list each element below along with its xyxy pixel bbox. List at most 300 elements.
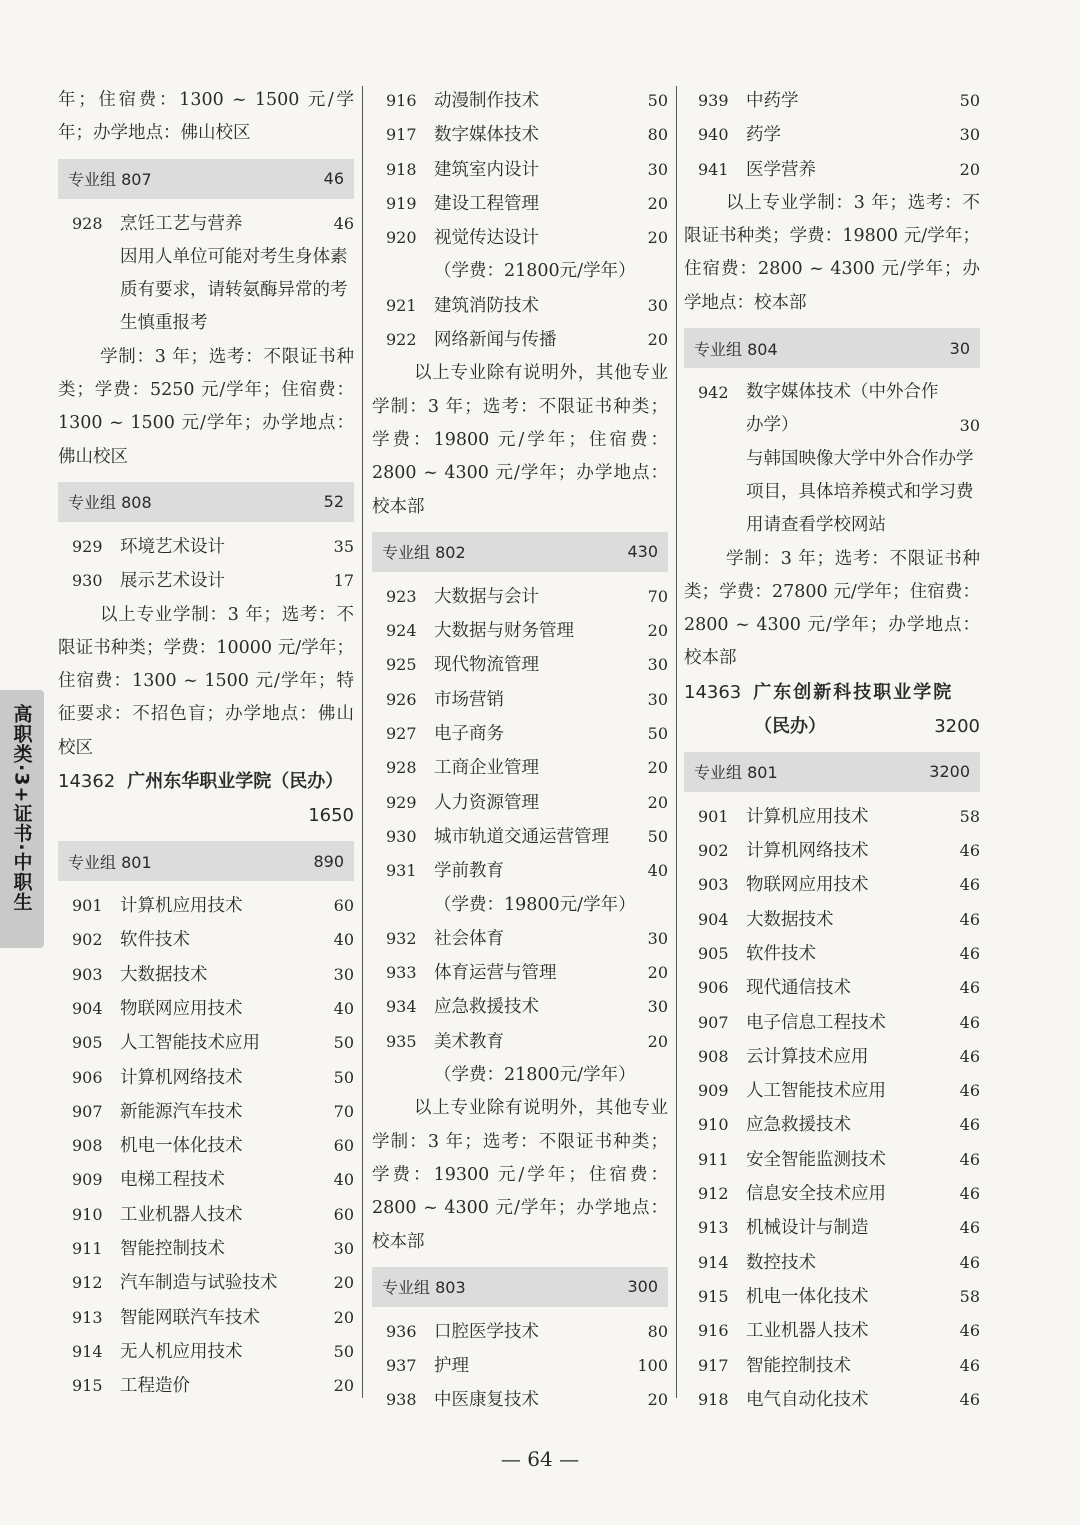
program-name: 电梯工程技术: [120, 1170, 225, 1191]
program-item: [684, 1246, 980, 1280]
program-item: [372, 323, 668, 357]
program-list: [58, 889, 354, 1403]
program-code: 928: [386, 758, 417, 778]
group-label: 专业组 801: [68, 852, 152, 872]
program-item: [58, 1061, 354, 1095]
program-name: 药学: [746, 125, 781, 146]
group-count: 430: [627, 542, 658, 562]
school-quota: 1650: [308, 805, 354, 827]
program-name: 医学营养: [746, 159, 816, 180]
school-quota: 3200: [934, 715, 980, 737]
school-title: [684, 676, 980, 710]
program-name: 学前教育: [434, 861, 504, 882]
program-name: 物联网应用技术: [746, 875, 869, 896]
program-quota: 20: [647, 792, 668, 812]
program-quota: 40: [333, 998, 354, 1018]
group-label: 专业组 804: [694, 339, 778, 359]
group-count: 52: [323, 492, 344, 512]
program-quota: 17: [333, 571, 354, 591]
program-item: [684, 1314, 980, 1348]
program-code: 912: [698, 1184, 729, 1204]
program-name: 计算机网络技术: [746, 841, 869, 862]
program-item: [58, 1369, 354, 1403]
program-name: 建设工程管理: [434, 193, 539, 214]
program-item: [58, 1301, 354, 1335]
program-quota: 35: [333, 536, 354, 556]
program-item: [372, 118, 668, 152]
program-item: [684, 84, 980, 118]
column-divider: [362, 86, 363, 1398]
program-quota: 100: [637, 1356, 668, 1376]
program-code: 912: [72, 1273, 103, 1293]
paragraph: 学制：3 年；选考：不限证书种类；学费：27800 元/学年；住宿费：2800 ~ 4300 元/学年；办学地点：校本部: [684, 548, 980, 669]
program-item: [372, 786, 668, 820]
program-code: 908: [72, 1136, 103, 1156]
program-quota: 30: [647, 997, 668, 1017]
program-quota: 20: [647, 330, 668, 350]
program-list: [58, 207, 354, 241]
program-quota: 30: [333, 1239, 354, 1259]
program-item: [372, 153, 668, 187]
program-quota: 46: [959, 1012, 980, 1032]
program-quota: 80: [647, 1321, 668, 1341]
program-name: 中医康复技术: [434, 1390, 539, 1411]
program-quota: 46: [333, 213, 354, 233]
group-count: 300: [627, 1277, 658, 1297]
program-list: [684, 84, 980, 187]
program-code: 921: [386, 295, 417, 315]
program-code: 937: [386, 1356, 417, 1376]
program-code: 933: [386, 963, 417, 983]
paragraph: 以上专业学制：3 年；选考：不限证书种类；学费：19800 元/学年；住宿费：2800 ~ 4300 元/学年；办学地点：校本部: [684, 192, 980, 313]
program-item: [58, 1198, 354, 1232]
program-item: [372, 1383, 668, 1417]
paragraph: 年；住宿费：1300 ~ 1500 元/学年；办学地点：佛山校区: [58, 90, 354, 144]
program-quota: 46: [959, 978, 980, 998]
program-item: [58, 992, 354, 1026]
program-quota: 46: [959, 1115, 980, 1135]
program-quota: 20: [647, 193, 668, 213]
program-name: 计算机网络技术: [120, 1067, 243, 1088]
program-quota: 30: [647, 655, 668, 675]
program-name: 机械设计与制造: [746, 1218, 869, 1239]
program-code: 913: [698, 1218, 729, 1238]
program-list: [372, 580, 668, 889]
program-code: 907: [698, 1012, 729, 1032]
program-name: 软件技术: [120, 930, 190, 951]
program-name: 工业机器人技术: [120, 1204, 243, 1225]
program-name: 人工智能技术应用: [746, 1081, 886, 1102]
program-quota: 46: [959, 1046, 980, 1066]
program-item: [372, 614, 668, 648]
program-code: 916: [698, 1321, 729, 1341]
program-quota: 40: [333, 1170, 354, 1190]
program-code: 938: [386, 1390, 417, 1410]
paragraph: 以上专业除有说明外，其他专业学制：3 年；选考：不限证书种类；学费：19300 元/学年；住宿费：2800 ~ 4300 元/学年；办学地点：校本部: [372, 1098, 668, 1252]
program-item: [58, 1095, 354, 1129]
program-quota: 20: [333, 1273, 354, 1293]
group-header-801: [684, 752, 980, 792]
program-note: 与韩国映像大学中外合作办学项目，具体培养模式和学习费用请查看学校网站: [746, 448, 974, 536]
program-name: 动漫制作技术: [434, 91, 539, 111]
program-name: 大数据技术: [120, 964, 208, 985]
program-item: [372, 1025, 668, 1059]
program-item: [372, 717, 668, 751]
program-name: 智能网联汽车技术: [120, 1307, 260, 1328]
program-item: [684, 1349, 980, 1383]
program-item: [684, 118, 980, 152]
program-item: [684, 1040, 980, 1074]
program-name: 环境艺术设计: [120, 536, 225, 557]
program-name: 应急救援技术: [746, 1115, 851, 1136]
program-quota: 20: [647, 1390, 668, 1410]
program-name: 网络新闻与传播: [434, 330, 557, 351]
program-name: 应急救援技术: [434, 997, 539, 1018]
program-list: [372, 922, 668, 1059]
program-item: [58, 1163, 354, 1197]
program-name: 工业机器人技术: [746, 1321, 869, 1342]
program-item: [684, 1006, 980, 1040]
program-code: 935: [386, 1031, 417, 1051]
program-item: [684, 1177, 980, 1211]
program-item: [372, 648, 668, 682]
program-code: 907: [72, 1101, 103, 1121]
program-quota: 60: [333, 1204, 354, 1224]
program-code: 905: [698, 943, 729, 963]
program-quota: 20: [647, 963, 668, 983]
program-list: [372, 1315, 668, 1418]
program-name: 电气自动化技术: [746, 1389, 869, 1410]
program-name: 社会体育: [434, 928, 504, 949]
program-quota: 46: [959, 1218, 980, 1238]
program-name: 人力资源管理: [434, 792, 539, 813]
program-code: 911: [698, 1149, 729, 1169]
program-item: [684, 971, 980, 1005]
program-name: 建筑消防技术: [434, 295, 539, 316]
school-title: [58, 765, 354, 799]
program-item: [684, 1108, 980, 1142]
program-item: [58, 1129, 354, 1163]
group-header-802: [372, 532, 668, 572]
program-quota: 50: [333, 1067, 354, 1087]
program-quota: 20: [333, 1307, 354, 1327]
program-item: [372, 751, 668, 785]
program-item: [684, 937, 980, 971]
school-quota-line: [684, 710, 980, 744]
program-code: 929: [386, 792, 417, 812]
program-name: 数字媒体技术（中外合作办学）: [746, 382, 939, 436]
program-item: [684, 1143, 980, 1177]
program-item: [684, 153, 980, 187]
program-item: [58, 923, 354, 957]
program-quota: 46: [959, 1081, 980, 1101]
program-code: 904: [72, 998, 103, 1018]
program-quota: 30: [647, 928, 668, 948]
program-name: 电子信息工程技术: [746, 1012, 886, 1033]
program-item: [684, 1211, 980, 1245]
program-name: 烹饪工艺与营养: [120, 213, 243, 234]
program-name: 无人机应用技术: [120, 1341, 243, 1362]
program-item: [372, 990, 668, 1024]
program-quota: 46: [959, 1252, 980, 1272]
program-code: 903: [72, 964, 103, 984]
program-name: 新能源汽车技术: [120, 1101, 243, 1122]
program-item: [372, 580, 668, 614]
program-name: 人工智能技术应用: [120, 1033, 260, 1054]
group-label: 专业组 808: [68, 493, 152, 513]
program-name: 现代通信技术: [746, 978, 851, 999]
program-quota: 46: [959, 875, 980, 895]
program-quota: 46: [959, 909, 980, 929]
program-code: 909: [72, 1170, 103, 1190]
program-item: [372, 1349, 668, 1383]
program-name: 工商企业管理: [434, 758, 539, 779]
program-item: [684, 1280, 980, 1314]
program-item: [372, 289, 668, 323]
group-header-807: [58, 159, 354, 199]
program-item: [372, 683, 668, 717]
program-quota: 50: [647, 91, 668, 110]
program-quota: 20: [647, 1031, 668, 1051]
program-name: 护理: [434, 1356, 469, 1377]
program-name: 视觉传达设计: [434, 228, 539, 249]
program-name: 中药学: [746, 91, 799, 111]
school-code: 14362: [58, 771, 116, 793]
group-label: 专业组 807: [68, 170, 152, 190]
program-name: 汽车制造与试验技术: [120, 1273, 278, 1294]
program-name: 大数据与财务管理: [434, 621, 574, 642]
group-header-801: [58, 841, 354, 881]
program-code: 930: [386, 826, 417, 846]
program-name: 机电一体化技术: [120, 1136, 243, 1157]
program-code: 928: [72, 213, 103, 233]
program-note: 因用人单位可能对考生身体素质有要求，请转氨酶异常的考生慎重报考: [120, 246, 348, 334]
program-code: 939: [698, 91, 729, 110]
section-side-tab: [0, 690, 44, 948]
program-item: [58, 530, 354, 564]
program-code: 926: [386, 689, 417, 709]
program-quota: 50: [647, 724, 668, 744]
program-code: 901: [72, 896, 103, 916]
program-code: 930: [72, 571, 103, 591]
program-item: [372, 820, 668, 854]
program-quota: 46: [959, 1355, 980, 1375]
paragraph: 学制：3 年；选考：不限证书种类；学费：5250 元/学年；住宿费：1300 ~ 1500 元/学年；办学地点：佛山校区: [58, 346, 354, 467]
program-item: [372, 84, 668, 118]
program-item: [684, 868, 980, 902]
program-quota: 70: [647, 586, 668, 606]
program-item: [58, 958, 354, 992]
program-name: 计算机应用技术: [120, 896, 243, 917]
program-name: 数控技术: [746, 1252, 816, 1273]
program-code: 922: [386, 330, 417, 350]
program-name: 数字媒体技术: [434, 125, 539, 146]
program-code: 919: [386, 193, 417, 213]
program-code: 915: [72, 1376, 103, 1396]
program-item: [372, 956, 668, 990]
school-type: （民办）: [754, 715, 826, 737]
program-code: 910: [72, 1204, 103, 1224]
program-code: 905: [72, 1033, 103, 1053]
program-code: 908: [698, 1046, 729, 1066]
program-code: 941: [698, 159, 729, 179]
program-code: 901: [698, 806, 729, 826]
program-code: 906: [698, 978, 729, 998]
program-list: [372, 289, 668, 358]
program-code: 902: [72, 930, 103, 950]
program-quota: 58: [959, 806, 980, 826]
program-name: 软件技术: [746, 943, 816, 964]
program-quota: 60: [333, 1136, 354, 1156]
program-code: 906: [72, 1067, 103, 1087]
program-quota: 50: [647, 826, 668, 846]
program-quota: 20: [959, 159, 980, 179]
column-2: [372, 84, 668, 1418]
program-code: 911: [72, 1239, 103, 1259]
program-quota: 70: [333, 1101, 354, 1121]
program-name: 建筑室内设计: [434, 159, 539, 180]
program-name: 体育运营与管理: [434, 963, 557, 984]
program-quota: 46: [959, 1149, 980, 1169]
program-item: [684, 376, 980, 443]
program-item: [58, 1232, 354, 1266]
program-item: [58, 564, 354, 598]
program-code: 931: [386, 861, 417, 881]
program-code: 940: [698, 125, 729, 145]
program-quota: 20: [647, 228, 668, 248]
program-code: 915: [698, 1286, 729, 1306]
program-quota: 30: [333, 964, 354, 984]
program-item: [372, 187, 668, 221]
program-quota: 46: [959, 841, 980, 861]
group-label: 专业组 803: [382, 1278, 466, 1298]
group-header-804: [684, 328, 980, 368]
program-name: 现代物流管理: [434, 655, 539, 676]
program-code: 932: [386, 928, 417, 948]
program-code: 902: [698, 841, 729, 861]
program-name: 智能控制技术: [746, 1355, 851, 1376]
program-code: 923: [386, 586, 417, 606]
program-name: 安全智能监测技术: [746, 1149, 886, 1170]
program-code: 934: [386, 997, 417, 1017]
paragraph: 以上专业除有说明外，其他专业学制：3 年；选考：不限证书种类；学费：19800 元/学年；住宿费：2800 ~ 4300 元/学年；办学地点：校本部: [372, 363, 668, 517]
program-code: 917: [386, 125, 417, 145]
program-item: [58, 1026, 354, 1060]
program-code: 918: [698, 1389, 729, 1409]
program-quota: 30: [959, 125, 980, 145]
program-item: [58, 1266, 354, 1300]
program-item: [684, 800, 980, 834]
school-name: 广东创新科技职业学院: [753, 681, 954, 703]
fee-note: （学费：21800元/学年）: [434, 261, 636, 282]
program-name: 机电一体化技术: [746, 1286, 869, 1307]
program-quota: 40: [333, 930, 354, 950]
program-code: 924: [386, 621, 417, 641]
program-code: 929: [72, 536, 103, 556]
program-quota: 30: [647, 689, 668, 709]
program-quota: 46: [959, 1184, 980, 1204]
column-1: [58, 84, 354, 1404]
program-item: [684, 903, 980, 937]
fee-note: （学费：21800元/学年）: [434, 1065, 636, 1086]
program-item: [372, 221, 668, 255]
program-item: [372, 1315, 668, 1349]
program-quota: 50: [959, 91, 980, 110]
program-item: [684, 1383, 980, 1417]
program-item: [372, 854, 668, 888]
program-quota: 50: [333, 1033, 354, 1053]
column-3: [684, 84, 980, 1417]
program-list: [684, 800, 980, 1417]
program-name: 口腔医学技术: [434, 1321, 539, 1342]
program-code: 942: [698, 383, 729, 403]
school-name: 广州东华职业学院（民办）: [127, 771, 344, 793]
program-item: [58, 207, 354, 241]
program-item: [684, 1074, 980, 1108]
group-count: 890: [313, 851, 344, 871]
program-code: 917: [698, 1355, 729, 1375]
program-name: 计算机应用技术: [746, 806, 869, 827]
side-tab-label: 高职类·3+证书·中职生: [10, 704, 33, 912]
program-name: 云计算技术应用: [746, 1046, 869, 1067]
program-quota: 80: [647, 125, 668, 145]
program-list: [58, 530, 354, 599]
fee-note: （学费：19800元/学年）: [434, 894, 636, 915]
program-quota: 50: [333, 1341, 354, 1361]
group-count: 46: [323, 169, 344, 189]
program-quota: 30: [647, 295, 668, 315]
column-divider: [676, 86, 677, 1398]
program-name: 城市轨道交通运营管理: [434, 826, 609, 847]
program-quota: 46: [959, 1389, 980, 1409]
program-quota: 20: [647, 758, 668, 778]
program-quota: 58: [959, 1286, 980, 1306]
group-header-808: [58, 482, 354, 522]
program-code: 916: [386, 91, 417, 110]
program-list: [372, 84, 668, 255]
program-name: 电子商务: [434, 724, 504, 745]
program-item: [372, 922, 668, 956]
program-code: 918: [386, 159, 417, 179]
program-code: 910: [698, 1115, 729, 1135]
program-name: 物联网应用技术: [120, 998, 243, 1019]
paragraph: 以上专业学制：3 年；选考：不限证书种类；学费：10000 元/学年；住宿费：1300 ~ 1500 元/学年；特征要求：不招色盲；办学地点：佛山校区: [58, 604, 354, 758]
program-name: 展示艺术设计: [120, 571, 225, 592]
program-name: 美术教育: [434, 1031, 504, 1052]
program-quota: 46: [959, 1321, 980, 1341]
program-code: 925: [386, 655, 417, 675]
program-quota: 20: [333, 1376, 354, 1396]
program-name: 大数据技术: [746, 909, 834, 930]
program-code: 904: [698, 909, 729, 929]
program-quota: 30: [959, 416, 980, 436]
program-item: [684, 834, 980, 868]
school-code: 14363: [684, 681, 742, 703]
program-code: 920: [386, 228, 417, 248]
program-code: 909: [698, 1081, 729, 1101]
program-code: 913: [72, 1307, 103, 1327]
program-quota: 40: [647, 861, 668, 881]
program-code: 927: [386, 724, 417, 744]
program-name: 信息安全技术应用: [746, 1184, 886, 1205]
program-code: 914: [698, 1252, 729, 1272]
program-name: 大数据与会计: [434, 586, 539, 607]
group-header-803: [372, 1267, 668, 1307]
program-code: 936: [386, 1321, 417, 1341]
program-name: 工程造价: [120, 1376, 190, 1397]
program-code: 914: [72, 1341, 103, 1361]
program-code: 903: [698, 875, 729, 895]
